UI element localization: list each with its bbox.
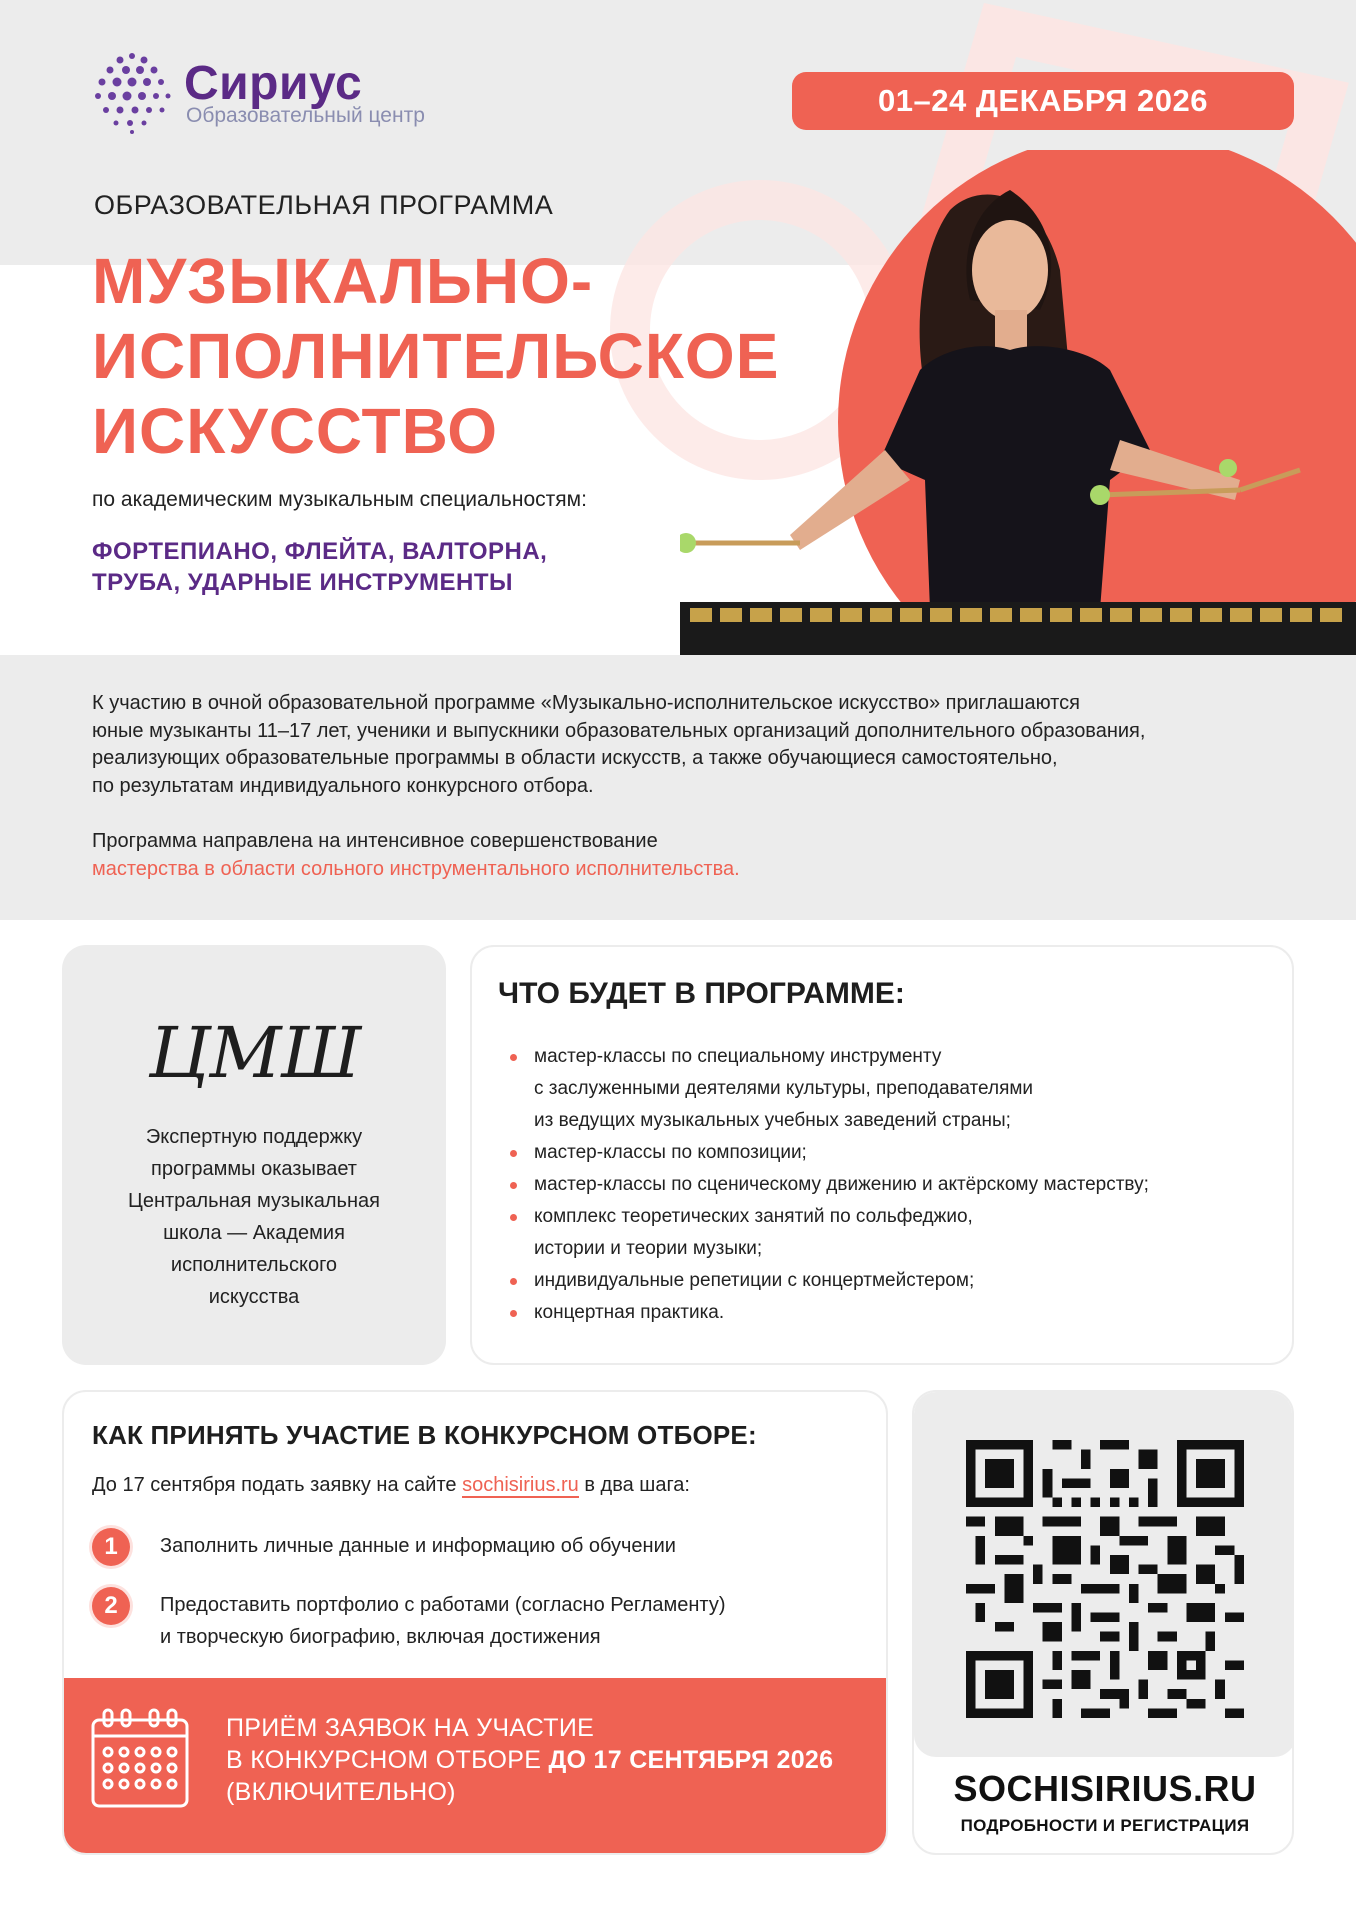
- list-item-line: мастер-классы по сценическому движению и актёрскому мастерству;: [534, 1174, 1149, 1195]
- list-item-line: мастер-классы по специальному инструменту: [534, 1046, 942, 1067]
- sirius-logo[interactable]: [90, 50, 470, 140]
- list-item-line: концертная практика.: [534, 1302, 725, 1323]
- step-2: [92, 1587, 725, 1653]
- cmsh-text-line: Центральная музыкальная: [128, 1190, 380, 1212]
- program-list: [508, 1041, 1149, 1329]
- logo-subtitle: Образовательный центр: [186, 104, 425, 127]
- description-line: реализующих образовательные программы в области искусств, а также обучающиеся самостоятельно,: [92, 747, 1058, 769]
- qr-code-icon[interactable]: [966, 1440, 1244, 1718]
- specialties-lead: по академическим музыкальным специальностям:: [92, 488, 587, 511]
- program-heading: ЧТО БУДЕТ В ПРОГРАММЕ:: [498, 977, 905, 1010]
- site-url[interactable]: SOCHISIRIUS.RU: [953, 1768, 1257, 1809]
- cmsh-logo-text: ЦМШ: [148, 1012, 362, 1094]
- apply-lead-text: в два шага:: [578, 1474, 690, 1496]
- description-line: К участию в очной образовательной программе «Музыкально-исполнительское искусство» приглашаются: [92, 692, 1080, 714]
- site-link[interactable]: sochisirius.ru: [462, 1474, 579, 1496]
- apply-lead-text: До 17 сентября подать заявку на сайте: [92, 1474, 463, 1496]
- deadline-line-part: В КОНКУРСНОМ ОТБОРЕ: [226, 1746, 549, 1774]
- description-line: юные музыканты 11–17 лет, ученики и выпускники образовательных организаций дополнительного образования,: [92, 719, 1146, 742]
- cmsh-card: [62, 945, 446, 1365]
- deadline-text: [226, 1712, 833, 1808]
- list-item-line: мастер-классы по композиции;: [534, 1142, 807, 1163]
- deadline-line: ПРИЁМ ЗАЯВОК НА УЧАСТИЕ: [226, 1714, 595, 1742]
- list-item: [508, 1265, 1149, 1297]
- step-number-badge: 1: [92, 1528, 130, 1566]
- cmsh-logo: [120, 1005, 390, 1105]
- list-item: [508, 1041, 1149, 1137]
- description-line: Программа направлена на интенсивное совершенствование: [92, 830, 658, 852]
- apply-card: [62, 1390, 888, 1855]
- date-badge: 01–24 ДЕКАБРЯ 2026: [792, 72, 1294, 130]
- list-item-line: с заслуженными деятелями культуры, преподавателями: [534, 1078, 1034, 1099]
- list-item-line: истории и теории музыки;: [534, 1238, 763, 1259]
- deadline-line: (ВКЛЮЧИТЕЛЬНО): [226, 1778, 456, 1806]
- list-item-line: индивидуальные репетиции с концертмейстером;: [534, 1270, 975, 1291]
- cmsh-text-line: искусства: [208, 1286, 300, 1308]
- description-line: по результатам индивидуального конкурсного отбора.: [92, 774, 594, 797]
- cmsh-text-line: исполнительского: [170, 1254, 338, 1276]
- description-paragraph-1: [92, 690, 1322, 800]
- description-paragraph-2: [92, 828, 1322, 883]
- logo-name: Сириус: [184, 57, 363, 110]
- specialties-line: ТРУБА, УДАРНЫЕ ИНСТРУМЕНТЫ: [92, 569, 514, 596]
- apply-heading: КАК ПРИНЯТЬ УЧАСТИЕ В КОНКУРСНОМ ОТБОРЕ:: [92, 1420, 757, 1450]
- program-title-line: ИСПОЛНИТЕЛЬСКОЕ: [92, 320, 780, 392]
- site-url-caption: ПОДРОБНОСТИ И РЕГИСТРАЦИЯ: [960, 1816, 1250, 1835]
- deadline-banner: [64, 1678, 888, 1855]
- program-title: [92, 244, 780, 469]
- program-title-line: ИСКУССТВО: [92, 395, 499, 467]
- cmsh-text-line: Экспертную поддержку: [145, 1126, 363, 1148]
- step-1: [92, 1528, 676, 1566]
- deadline-date: ДО 17 СЕНТЯБРЯ 2026: [548, 1746, 834, 1774]
- cmsh-support-text: [84, 1121, 424, 1313]
- list-item-line: комплекс теоретических занятий по сольфеджио,: [534, 1206, 973, 1227]
- hero-photo: [680, 150, 1356, 655]
- sirius-logo-dots-icon: [90, 50, 174, 134]
- specialties-list: [92, 536, 652, 598]
- list-item: [508, 1201, 1149, 1265]
- step-text: Заполнить личные данные и информацию об обучении: [160, 1535, 676, 1557]
- qr-card: [912, 1390, 1294, 1855]
- specialties-line: ФОРТЕПИАНО, ФЛЕЙТА, ВАЛТОРНА,: [92, 538, 548, 565]
- step-number-badge: 2: [92, 1587, 130, 1625]
- list-item: [508, 1137, 1149, 1169]
- apply-lead: [92, 1474, 690, 1497]
- cmsh-text-line: программы оказывает: [151, 1158, 357, 1180]
- program-title-line: МУЗЫКАЛЬНО-: [92, 245, 594, 317]
- program-card: [470, 945, 1294, 1365]
- cmsh-text-line: школа — Академия: [163, 1222, 345, 1244]
- list-item-line: из ведущих музыкальных учебных заведений страны;: [534, 1110, 1011, 1131]
- list-item: [508, 1297, 1149, 1329]
- step-text-line: и творческую биографию, включая достижения: [160, 1626, 601, 1648]
- deadline-line: [226, 1744, 833, 1776]
- calendar-icon: [90, 1706, 190, 1810]
- step-text-line: Предоставить портфолио с работами (согласно Регламенту): [160, 1594, 726, 1616]
- description-accent-line: мастерства в области сольного инструментального исполнительства.: [92, 857, 740, 880]
- program-label: ОБРАЗОВАТЕЛЬНАЯ ПРОГРАММА: [94, 190, 554, 220]
- step-text: [160, 1589, 725, 1653]
- list-item: [508, 1169, 1149, 1201]
